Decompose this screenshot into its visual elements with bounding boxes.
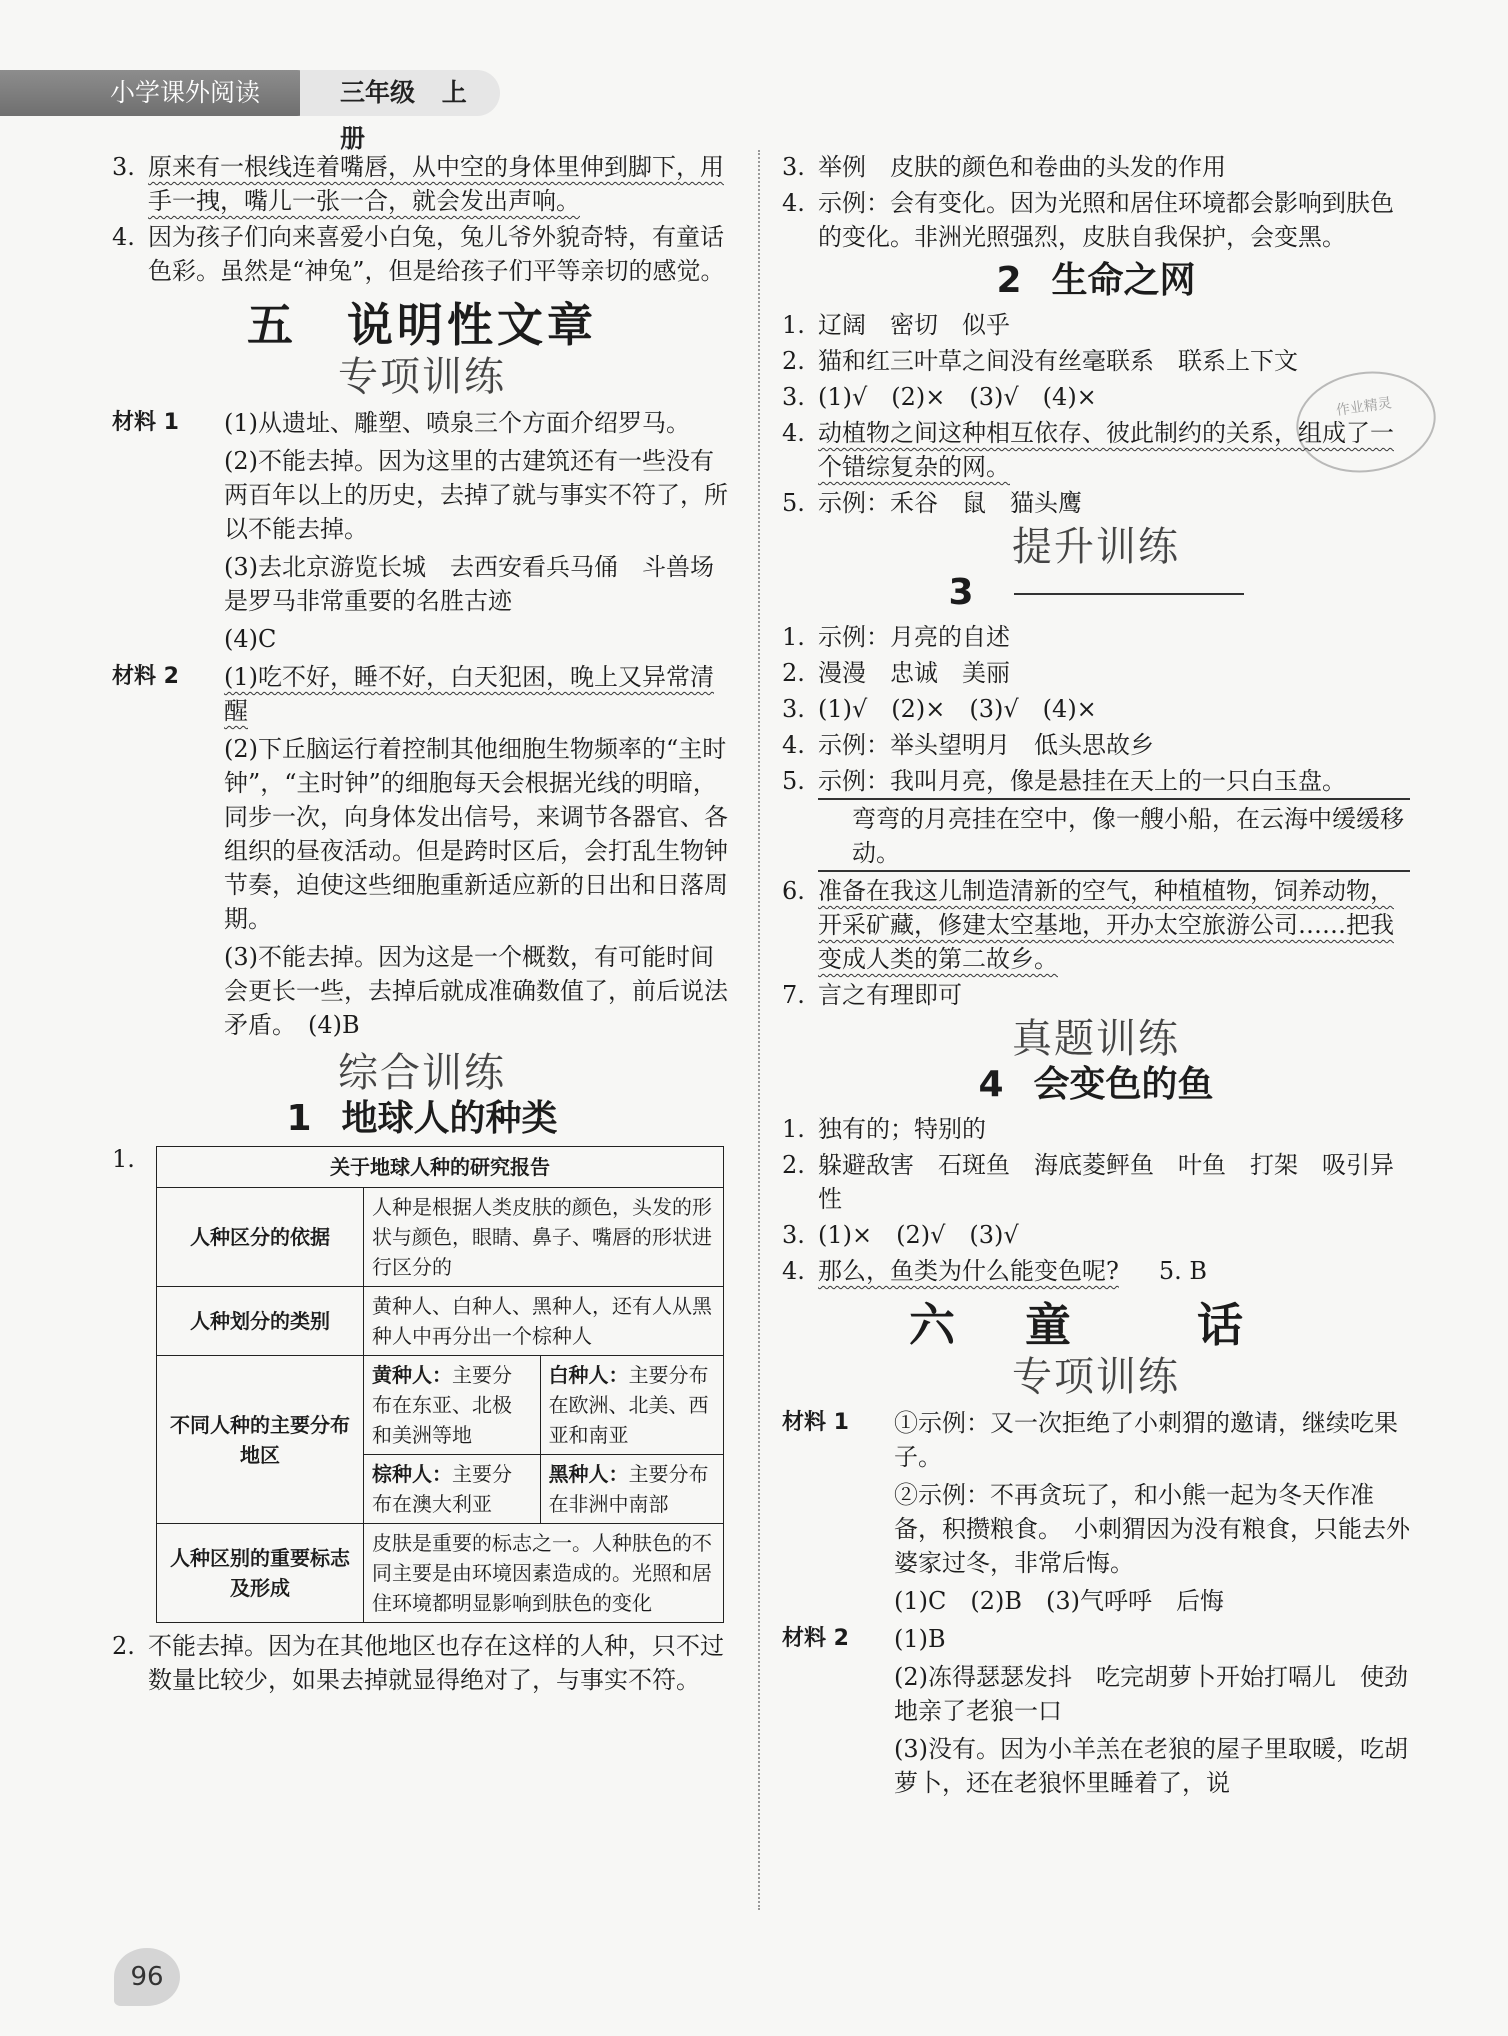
answer-item (782, 1112, 1410, 1146)
section-title: 真题训练 (1012, 1016, 1180, 1062)
article-number: 3 (948, 572, 974, 613)
section-title: 专项训练 (1012, 1354, 1180, 1400)
item-text: 原来有一根线连着嘴唇，从中空的身体里伸到脚下，用手一拽，嘴儿一张一合，就会发出声响。 (148, 153, 724, 215)
item-text: 举例 皮肤的颜色和卷曲的头发的作用 (818, 153, 1226, 181)
brown-race-cell (364, 1455, 541, 1524)
section-title: 提升训练 (1012, 524, 1180, 570)
sub-answer: (2)冻得瑟瑟发抖 吃完胡萝卜开始打嗝儿 使劲地亲了老狼一口 (894, 1663, 1408, 1725)
article-number: 4 (978, 1064, 1004, 1105)
black-race-cell (540, 1455, 723, 1524)
answer-item (112, 220, 732, 288)
item-text: 因为孩子们向来喜爱小白兔，兔儿爷外貌奇特，有童话色彩。虽然是“神兔”，但是给孩子们平等亲切的感觉。 (148, 223, 725, 285)
material-label: 材料 1 (782, 1410, 849, 1435)
section-title: 专项训练 (338, 354, 506, 400)
item-text: 示例：举头望明月 低头思故乡 (818, 731, 1154, 759)
sub-answer: (1)吃不好，睡不好，白天犯困，晚上又异常清醒 (224, 663, 714, 725)
answer-item (782, 620, 1410, 654)
item-text: (1)√ (2)× (3)√ (4)× (818, 383, 1097, 411)
sub-answer: ①示例：又一次拒绝了小刺猬的邀请，继续吃果子。 (894, 1409, 1398, 1471)
table-title: 关于地球人种的研究报告 (157, 1147, 724, 1188)
cell-label: 棕种人： (372, 1462, 452, 1486)
item-number: 2. (782, 1151, 805, 1179)
article-title (112, 1098, 732, 1139)
sub-answer: (4)C (224, 625, 277, 653)
item-text: 不能去掉。因为在其他地区也存在这样的人种，只不过数量比较少，如果去掉就显得绝对了，与事实不符。 (148, 1632, 724, 1694)
item-number: 5. (782, 767, 805, 795)
sub-answer: (2)不能去掉。因为这里的古建筑还有一些没有两百年以上的历史，去掉了就与事实不符了，所以不能去掉。 (224, 447, 728, 543)
item-text: (1)√ (2)× (3)√ (4)× (818, 695, 1097, 723)
article-title (782, 1064, 1410, 1105)
answer-item (782, 344, 1410, 378)
unit-number: 五 (247, 298, 297, 352)
cell-text: 主要分布在澳大利亚 (372, 1462, 512, 1516)
answer-item (782, 1254, 1410, 1288)
answer-item (782, 486, 1410, 520)
item-number: 3. (782, 695, 805, 723)
item-number: 3. (782, 153, 805, 181)
sub-answer: (2)下丘脑运行着控制其他细胞生物频率的“主时钟”，“主时钟”的细胞每天会根据光线的明暗，同步一次，向身体发出信号，来调节各器官、各组织的昼夜活动。但是跨时区后，会打乱生物钟节奏，迫使这些细胞重新适应新的日出和日落周期。 (224, 735, 728, 933)
series-title: 小学课外阅读 (0, 70, 320, 116)
item-text: (1)× (2)√ (3)√ (818, 1221, 1019, 1249)
item-number: 2. (112, 1632, 135, 1660)
item-text: 弯弯的月亮挂在空中，像一艘小船，在云海中缓缓移动。 (818, 802, 1410, 872)
answer-item (782, 150, 1410, 184)
page-number: 96 (114, 1948, 180, 2006)
sub-answer: (1)C (2)B (3)气呼呼 后悔 (894, 1587, 1224, 1615)
right-column (782, 150, 1410, 1804)
question-1 (112, 1146, 732, 1623)
row-head: 不同人种的主要分布地区 (157, 1356, 364, 1524)
item-number: 3. (112, 153, 135, 181)
header-bar (0, 70, 500, 153)
answer-item (782, 1218, 1410, 1252)
cell-label: 黄种人： (372, 1363, 452, 1387)
title-blank-line (1014, 593, 1244, 595)
article-number: 2 (996, 260, 1022, 301)
material-label: 材料 2 (112, 664, 179, 689)
cell-text: 主要分布在东亚、北极和美洲等地 (372, 1363, 512, 1447)
sub-answer: (1)从遗址、雕塑、喷泉三个方面介绍罗马。 (224, 409, 690, 437)
material-label: 材料 2 (782, 1626, 849, 1651)
yellow-race-cell (364, 1356, 541, 1455)
material-2 (112, 660, 732, 1046)
article-number: 1 (286, 1098, 312, 1139)
material-2 (782, 1622, 1410, 1804)
item-text: 躲避敌害 石斑鱼 海底菱鲆鱼 叶鱼 打架 吸引异性 (818, 1151, 1394, 1213)
item-number: 4. (782, 189, 805, 217)
sub-answer: (1)B (894, 1625, 946, 1653)
answer-item (782, 380, 1410, 414)
answer-item (112, 150, 732, 218)
item-text: 示例：我叫月亮，像是悬挂在天上的一只白玉盘。 (818, 764, 1410, 800)
item-number: 2. (782, 659, 805, 687)
article-name: 生命之网 (1051, 260, 1196, 301)
item-number: 1. (112, 1145, 135, 1173)
sub-answer: ②示例：不再贪玩了，和小熊一起为冬天作准备，积攒粮食。 小刺猬因为没有粮食，只能去外婆家过冬，非常后悔。 (894, 1481, 1410, 1577)
answer-item (782, 186, 1410, 254)
cell-text: 主要分布在非洲中南部 (548, 1462, 709, 1516)
column-divider (758, 150, 760, 1910)
item-text: 示例：月亮的自述 (818, 623, 1010, 651)
item-number: 4. (782, 1257, 805, 1285)
answer-item (782, 656, 1410, 690)
answer-item (782, 978, 1410, 1012)
answer-item (782, 874, 1410, 976)
item-number: 7. (782, 981, 805, 1009)
item-number: 6. (782, 877, 805, 905)
cell-label: 白种人： (548, 1363, 629, 1387)
item-text: 猫和红三叶草之间没有丝毫联系 联系上下文 (818, 347, 1298, 375)
article-title (782, 260, 1410, 301)
row-head: 人种区别的重要标志及形成 (157, 1524, 364, 1623)
answer-item (782, 416, 1410, 484)
answer-item (782, 1148, 1410, 1216)
volume: 上册 (340, 78, 467, 153)
white-race-cell (540, 1356, 723, 1455)
item-number: 2. (782, 347, 805, 375)
answer-item (782, 308, 1410, 342)
item-number: 4. (782, 731, 805, 759)
cell-text: 主要分布在欧洲、北美、西亚和南亚 (548, 1363, 709, 1447)
item-text: 示例：会有变化。因为光照和居住环境都会影响到肤色的变化。非洲光照强烈，皮肤自我保护，会变黑。 (818, 189, 1394, 251)
item-number: 3. (782, 1221, 805, 1249)
article-title (782, 572, 1410, 613)
answer-item (782, 692, 1410, 726)
item-text: 准备在我这儿制造清新的空气，种植植物，饲养动物，开采矿藏，修建太空基地，开办太空旅游公司……把我变成人类的第二故乡。 (818, 877, 1394, 973)
unit-name: 说明性文章 (347, 298, 597, 352)
item-number: 4. (782, 419, 805, 447)
sub-answer: (3)不能去掉。因为这是一个概数，有可能时间会更长一些，去掉后就成准确数值了，前后说法矛盾。 (4)B (224, 943, 728, 1039)
unit-title (112, 298, 732, 352)
material-label: 材料 1 (112, 410, 179, 435)
row-body: 黄种人、白种人、黑种人，还有人从黑种人中再分出一个棕种人 (364, 1287, 724, 1356)
report-table (156, 1146, 724, 1623)
unit-number: 六 (909, 1298, 995, 1352)
item-number: 1. (782, 311, 805, 339)
item-number: 1. (782, 623, 805, 651)
item-number: 1. (782, 1115, 805, 1143)
left-column (112, 150, 732, 1699)
item-text: 独有的；特别的 (818, 1115, 986, 1143)
item-text: 言之有理即可 (818, 981, 962, 1009)
material-1 (112, 406, 732, 660)
unit-title (782, 1298, 1410, 1352)
row-body: 皮肤是重要的标志之一。人种肤色的不同主要是由环境因素造成的。光照和居住环境都明显影响到肤色的变化 (364, 1524, 724, 1623)
answer-item (782, 728, 1410, 762)
sub-answer: (3)去北京游览长城 去西安看兵马俑 斗兽场是罗马非常重要的名胜古迹 (224, 553, 714, 615)
grade: 三年级 (340, 78, 416, 107)
item-text: 动植物之间这种相互依存、彼此制约的关系，组成了一个错综复杂的网。 (818, 419, 1394, 481)
cell-label: 黑种人： (548, 1462, 629, 1486)
row-body: 人种是根据人类皮肤的颜色，头发的形状与颜色，眼睛、鼻子、嘴唇的形状进行区分的 (364, 1188, 724, 1287)
sub-answer: (3)没有。因为小羊羔在老狼的屋子里取暖，吃胡萝卜，还在老狼怀里睡着了，说 (894, 1735, 1408, 1797)
item-number: 3. (782, 383, 805, 411)
item-number: 4. (112, 223, 135, 251)
item-text: 示例：禾谷 鼠 猫头鹰 (818, 489, 1082, 517)
item-extra: 5. B (1158, 1257, 1208, 1285)
item-text: 漫漫 忠诚 美丽 (818, 659, 1010, 687)
item-text: 辽阔 密切 似乎 (818, 311, 1010, 339)
item-number: 5. (782, 489, 805, 517)
answer-item-continued (782, 802, 1410, 872)
row-head: 人种区分的依据 (157, 1188, 364, 1287)
answer-item (112, 1629, 732, 1697)
row-head: 人种划分的类别 (157, 1287, 364, 1356)
article-name: 地球人的种类 (341, 1098, 558, 1139)
grade-label (300, 70, 500, 153)
answer-item (782, 764, 1410, 800)
item-text: 那么，鱼类为什么能变色呢? (818, 1257, 1119, 1285)
unit-name: 童 话 (1025, 1298, 1283, 1352)
article-name: 会变色的鱼 (1033, 1064, 1214, 1105)
stamp-text: 作业精灵 (1335, 395, 1393, 419)
material-1 (782, 1406, 1410, 1622)
section-title: 综合训练 (338, 1050, 506, 1096)
